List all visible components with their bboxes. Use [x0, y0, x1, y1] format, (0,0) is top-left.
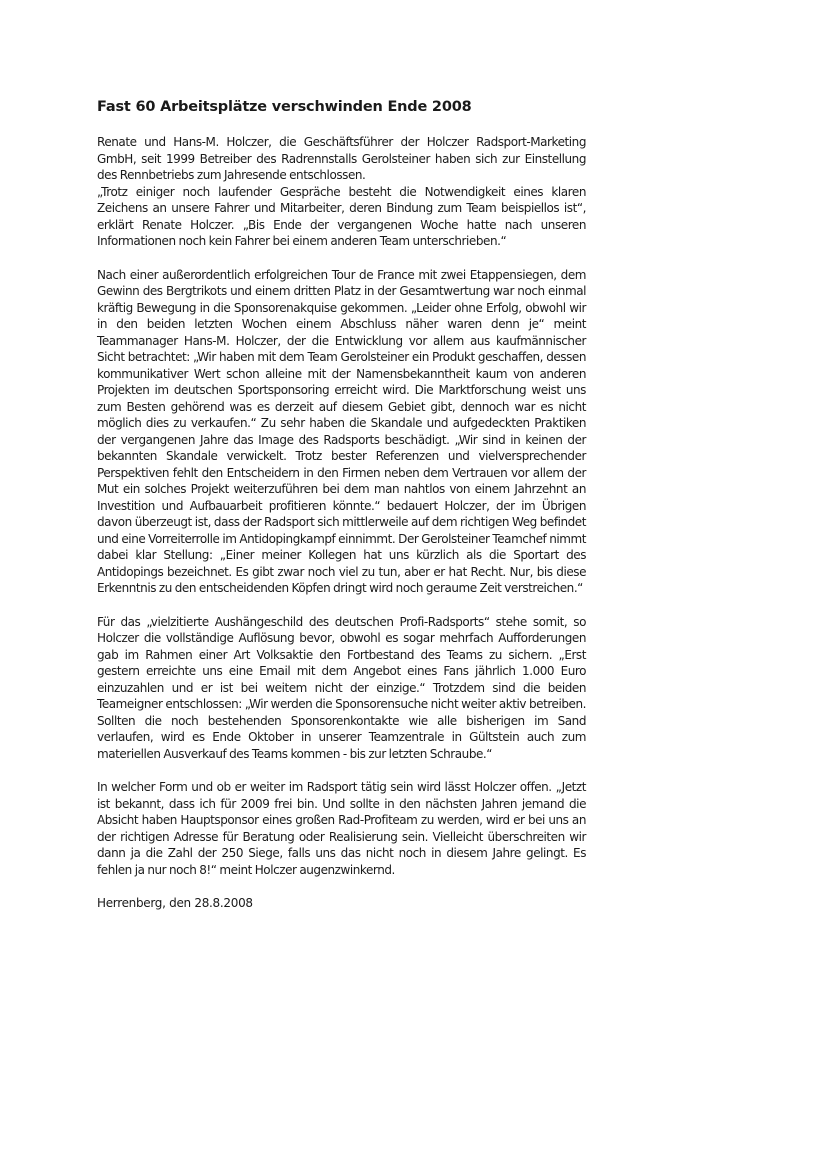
document-title: Fast 60 Arbeitsplätze verschwinden Ende 2008 — [97, 99, 472, 115]
paragraph-quote-renate: „Trotz einiger noch laufender Gespräche besteht die Notwendigkeit eines klaren Zeichens an unsere Fahrer und Mitarbeiter, deren Bindung zum Team beispiellos ist“, erklärt Renate Holczer. „Bis Ende der vergangenen Woche hatte nach unseren Informationen noch kein Fahrer bei einem anderen Team unterschrieben.“ — [97, 184, 586, 248]
signature-place-date: Herrenberg, den 28.8.2008 — [97, 896, 253, 910]
document-body — [97, 97, 586, 912]
paragraph-tour-de-france: Nach einer außerordentlich erfolgreichen Tour de France mit zwei Etappensiegen, dem Gewinn des Bergtrikots und einem dritten Platz in der Gesamtwertung war noch einmal kräftig Bewegung in die Sponsorenakquise gekommen. „Leider ohne Erfolg, obwohl wir in den beiden letzten Wochen einem Abschluss näher waren denn je“ meint Teammanager Hans-M. Holczer, der die Entwicklung vor allem aus kaufmännischer Sicht betrachtet: „Wir haben mit dem Team Gerolsteiner ein Produkt geschaffen, dessen kommunikativer Wert schon alleine mit der Namensbekanntheit kaum von anderen Projekten im deutschen Sportsponsoring erreicht wird. Die Marktforschung weist uns zum Besten gehörend was es derzeit auf diesem Gebiet gibt, dennoch war es nicht möglich dies zu verkaufen.“ Zu sehr haben die Skandale und aufgedeckten Praktiken der vergangenen Jahre das Image des Radsports beschädigt. „Wir sind in keinen der bekannten Skandale verwickelt. Trotz bester Referenzen und vielversprechender Perspektiven fehlt den Entscheidern in den Firmen neben dem Vertrauen vor allem der Mut ein solches Projekt weiterzuführen bei dem man nahtlos von einem Jahrzehnt an Investition und Aufbauarbeit profitieren könnte.“ bedauert Holczer, der im Übrigen davon überzeugt ist, dass der Radsport sich mittlerweile auf dem richtigen Weg befindet und eine Vorreiterrolle im Antidopingkampf einnimmt. Der Gerolsteiner Teamchef nimmt dabei klar Stellung: „Einer meiner Kollegen hat uns kürzlich als die Sportart des Antidopings bezeichnet. Es gibt zwar noch viel zu tun, aber er hat Recht. Nur, bis diese Erkenntnis zu den entscheidenden Köpfen dringt wird noch geraume Zeit verstreichen.“ — [97, 267, 586, 595]
paragraph-aushaengeschild: Für das „vielzitierte Aushängeschild des deutschen Profi-Radsports“ stehe somit, so Holczer die vollständige Auflösung bevor, obwohl es sogar mehrfach Aufforderungen gab im Rahmen einer Art Volksaktie den Fortbestand des Teams zu sichern. „Erst gestern erreichte uns eine Email mit dem Angebot eines Fans jährlich 1.000 Euro einzuzahlen und er ist bei weitem nicht der einzige.“ Trotzdem sind die beiden Teameigner entschlossen: „Wir werden die Sponsorensuche nicht weiter aktiv betreiben. Sollten die noch bestehenden Sponsorenkontakte wie alle bisherigen im Sand verlaufen, wird es Ende Oktober in unserer Teamzentrale in Gültstein auch zum materiellen Ausverkauf des Teams kommen - bis zur letzten Schraube.“ — [97, 614, 586, 761]
paragraph-intro: Renate und Hans-M. Holczer, die Geschäftsführer der Holczer Radsport-Marketing GmbH, seit 1999 Betreiber des Radrennstalls Gerolsteiner haben sich zur Einstellung des Rennbetriebs zum Jahresende entschlossen. — [97, 135, 586, 182]
paragraph-future: In welcher Form und ob er weiter im Radsport tätig sein wird lässt Holczer offen. „Jetzt ist bekannt, dass ich für 2009 frei bin. Und sollte in den nächsten Jahren jemand die Absicht haben Hauptsponsor eines großen Rad-Profiteam zu werden, wird er bei uns an der richtigen Adresse für Beratung oder Realisierung sein. Vielleicht überschreiten wir dann ja die Zahl der 250 Siege, falls uns das nicht noch in diesem Jahre gelingt. Es fehlen ja nur noch 8!“ meint Holczer augenzwinkernd. — [97, 780, 586, 877]
